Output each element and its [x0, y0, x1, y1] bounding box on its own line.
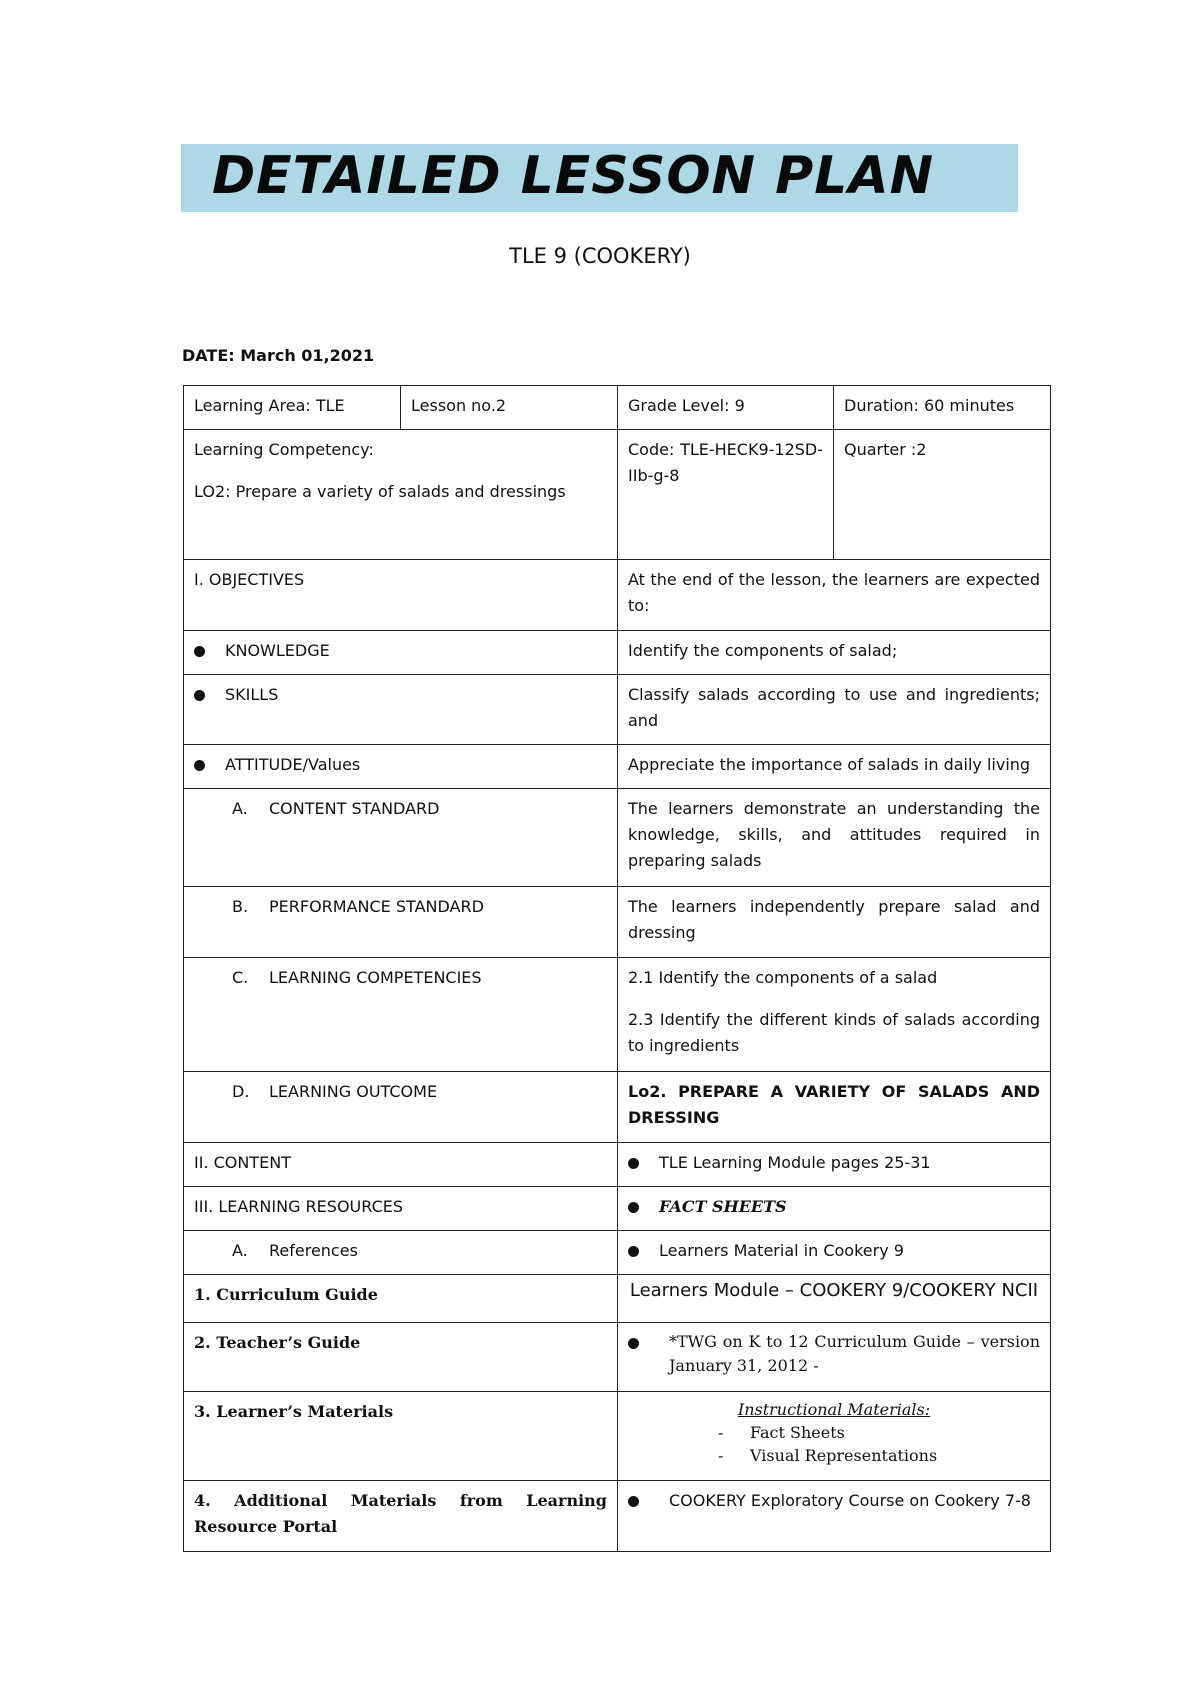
bullet-icon [628, 1496, 639, 1507]
references-value: Learners Material in Cookery 9 [659, 1241, 904, 1260]
outcome-label: LEARNING OUTCOME [269, 1082, 438, 1101]
performance-standard-label: PERFORMANCE STANDARD [269, 897, 484, 916]
table-row [184, 1187, 1051, 1231]
skills-label-cell [184, 675, 618, 745]
content-value-cell [618, 1143, 1051, 1187]
attitude-label-cell [184, 745, 618, 789]
learning-area-cell: Learning Area: TLE [184, 386, 401, 430]
table-row [184, 430, 1051, 560]
resources-label: III. LEARNING RESOURCES [184, 1187, 618, 1231]
teachers-guide-value-cell [618, 1323, 1051, 1392]
table-row [184, 1275, 1051, 1323]
competency-label: Learning Competency: [194, 440, 374, 459]
objectives-label: I. OBJECTIVES [184, 560, 618, 631]
item-letter: C. [232, 968, 249, 987]
bullet-icon [194, 646, 205, 657]
instructional-materials-heading: Instructional Materials: [737, 1400, 931, 1419]
table-row [184, 560, 1051, 631]
attitude-label: ATTITUDE/Values [225, 755, 361, 774]
grade-level-cell: Grade Level: 9 [618, 386, 834, 430]
code-cell: Code: TLE-HECK9-12SD-IIb-g-8 [618, 430, 834, 560]
competency-item-1: 2.1 Identify the components of a salad [628, 968, 938, 987]
learners-materials-value-cell [618, 1392, 1051, 1481]
page-title: DETAILED LESSON PLAN [212, 146, 935, 206]
list-item [628, 1444, 1040, 1467]
list-item [628, 1421, 1040, 1444]
list-item-text: Fact Sheets [750, 1423, 845, 1442]
content-standard-label: CONTENT STANDARD [269, 799, 440, 818]
list-item-text: Visual Representations [750, 1446, 938, 1465]
item-letter: A. [232, 799, 248, 818]
bullet-icon [628, 1202, 639, 1213]
bullet-icon [628, 1158, 639, 1169]
attitude-value: Appreciate the importance of salads in daily living [618, 745, 1051, 789]
table-row [184, 1323, 1051, 1392]
references-label-cell [184, 1231, 618, 1275]
duration-cell: Duration: 60 minutes [834, 386, 1051, 430]
additional-materials-label: 4. Additional Materials from Learning Resource Portal [184, 1481, 618, 1552]
objectives-value: At the end of the lesson, the learners are expected to: [618, 560, 1051, 631]
performance-standard-label-cell [184, 887, 618, 958]
lesson-no-cell: Lesson no.2 [401, 386, 618, 430]
competency-item-2: 2.3 Identify the different kinds of salads according to ingredients [628, 1010, 1040, 1055]
quarter-cell: Quarter :2 [834, 430, 1051, 560]
table-row [184, 958, 1051, 1072]
references-label: References [269, 1241, 358, 1260]
curriculum-guide-label: 1. Curriculum Guide [184, 1275, 618, 1323]
competency-cell [184, 430, 618, 560]
lesson-plan-table [183, 385, 1051, 1552]
bullet-icon [194, 760, 205, 771]
skills-value: Classify salads according to use and ingredients; and [618, 675, 1051, 745]
lesson-date: DATE: March 01,2021 [182, 346, 375, 365]
content-value: TLE Learning Module pages 25-31 [659, 1153, 931, 1172]
additional-materials-value: COOKERY Exploratory Course on Cookery 7-8 [669, 1491, 1031, 1510]
outcome-label-cell [184, 1072, 618, 1143]
performance-standard-value: The learners independently prepare salad and dressing [618, 887, 1051, 958]
table-row [184, 789, 1051, 887]
skills-label: SKILLS [225, 685, 279, 704]
additional-materials-value-cell [618, 1481, 1051, 1552]
table-row [184, 386, 1051, 430]
knowledge-label-cell [184, 631, 618, 675]
content-standard-value: The learners demonstrate an understanding the knowledge, skills, and attitudes required in preparing salads [618, 789, 1051, 887]
item-letter: D. [232, 1082, 250, 1101]
teachers-guide-label: 2. Teacher’s Guide [184, 1323, 618, 1392]
knowledge-label: KNOWLEDGE [225, 641, 330, 660]
outcome-value: Lo2. PREPARE A VARIETY OF SALADS AND DRESSING [618, 1072, 1051, 1143]
bullet-icon [628, 1246, 639, 1257]
knowledge-value: Identify the components of salad; [618, 631, 1051, 675]
bullet-icon [628, 1338, 639, 1349]
content-standard-label-cell [184, 789, 618, 887]
table-row [184, 745, 1051, 789]
item-letter: B. [232, 897, 249, 916]
table-row [184, 631, 1051, 675]
teachers-guide-value: *TWG on K to 12 Curriculum Guide – version January 31, 2012 - [669, 1332, 1040, 1375]
table-row [184, 1231, 1051, 1275]
dash-marker: - [718, 1446, 724, 1465]
table-row [184, 1072, 1051, 1143]
table-row [184, 887, 1051, 958]
resources-value: FACT SHEETS [659, 1197, 787, 1216]
table-row [184, 675, 1051, 745]
references-value-cell [618, 1231, 1051, 1275]
table-row [184, 1392, 1051, 1481]
bullet-icon [194, 690, 205, 701]
table-row [184, 1143, 1051, 1187]
competencies-value-cell [618, 958, 1051, 1072]
table-row [184, 1481, 1051, 1552]
content-label: II. CONTENT [184, 1143, 618, 1187]
item-letter: A. [232, 1241, 248, 1260]
curriculum-guide-value: Learners Module – COOKERY 9/COOKERY NCII [618, 1275, 1051, 1323]
page-subtitle: TLE 9 (COOKERY) [509, 244, 691, 268]
resources-value-cell [618, 1187, 1051, 1231]
dash-marker: - [718, 1423, 724, 1442]
competency-value: LO2: Prepare a variety of salads and dressings [194, 482, 566, 501]
competencies-label-cell [184, 958, 618, 1072]
competencies-label: LEARNING COMPETENCIES [269, 968, 482, 987]
learners-materials-label: 3. Learner’s Materials [184, 1392, 618, 1481]
